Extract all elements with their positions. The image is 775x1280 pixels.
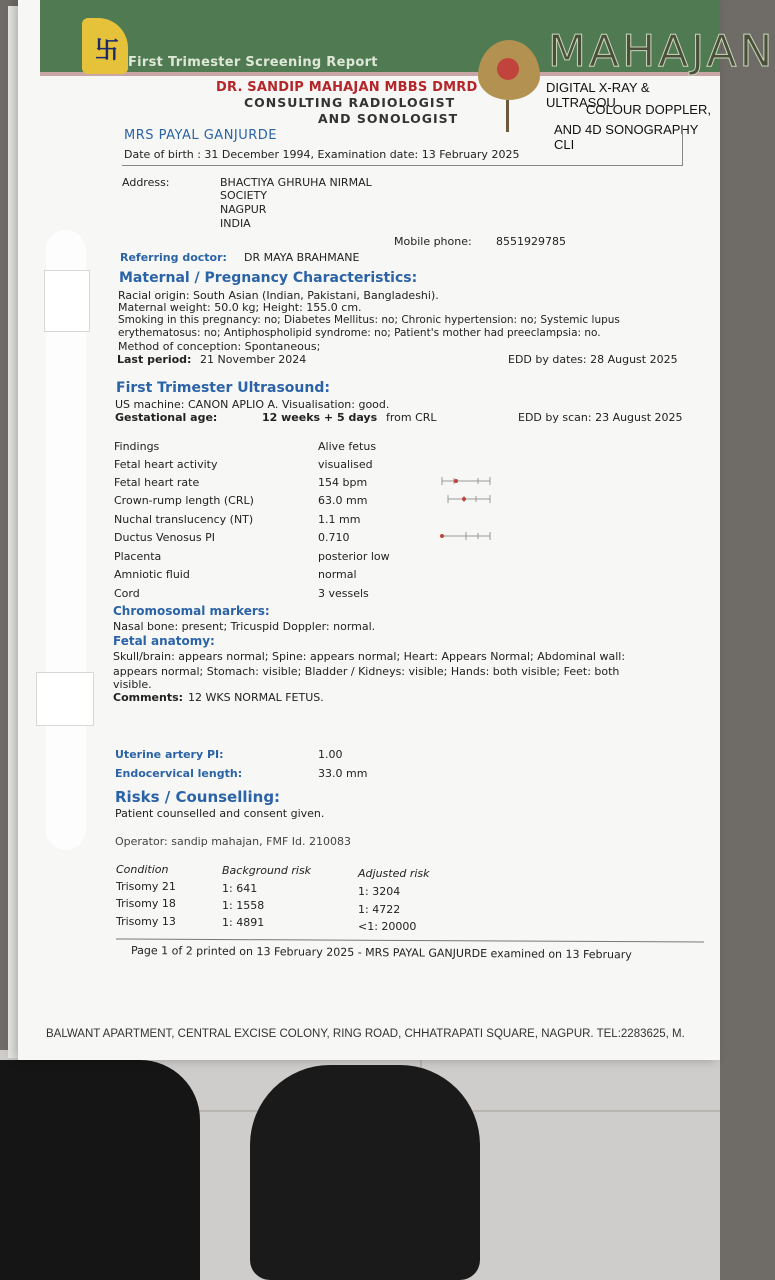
ga-label: Gestational age:	[115, 411, 218, 424]
shoe	[250, 1065, 480, 1280]
dv-range-plot	[440, 532, 490, 540]
finding-label: Nuchal translucency (NT)	[114, 513, 254, 526]
swastik-logo-icon: 卐	[95, 36, 119, 64]
doctor-title-line2: AND SONOLOGIST	[318, 111, 459, 126]
maternal-line: Maternal weight: 50.0 kg; Height: 155.0 cm.	[118, 301, 362, 314]
uterine-pi-label: Uterine artery PI:	[115, 748, 224, 761]
uterine-pi-value: 1.00	[318, 748, 343, 761]
finding-label: Amniotic fluid	[114, 568, 190, 581]
maternal-line: Racial origin: South Asian (Indian, Pakistani, Bangladeshi).	[118, 289, 439, 302]
finding-value: posterior low	[318, 550, 390, 563]
reference-range-plots	[440, 474, 494, 544]
mobile-value: 8551929785	[496, 235, 566, 248]
anatomy-line: visible.	[113, 678, 152, 691]
address-line: INDIA	[220, 217, 251, 230]
finding-label: Crown-rump length (CRL)	[114, 494, 254, 507]
finding-value: visualised	[318, 458, 373, 471]
operator-text: Operator: sandip mahajan, FMF Id. 210083	[115, 835, 351, 848]
risk-adjusted: 1: 3204	[358, 885, 401, 898]
mobile-label: Mobile phone:	[394, 235, 472, 248]
finding-label: Placenta	[114, 550, 162, 563]
risk-col-background: Background risk	[222, 864, 312, 877]
dob-exam-line: Date of birth : 31 December 1994, Examination date: 13 February 2025	[124, 148, 520, 161]
finding-label: Fetal heart activity	[114, 458, 218, 471]
address-line: BHACTIYA GHRUHA NIRMAL	[220, 176, 372, 189]
finding-value: 154 bpm	[318, 476, 368, 489]
chromosomal-text: Nasal bone: present; Tricuspid Doppler: normal.	[113, 620, 376, 633]
ga-suffix: from CRL	[386, 411, 437, 424]
risk-background: 1: 1558	[222, 899, 265, 912]
file-clip-top-block	[44, 270, 90, 332]
chromosomal-heading: Chromosomal markers:	[113, 604, 270, 618]
risk-condition: Trisomy 21	[116, 880, 176, 893]
brand-name: MAHAJAN	[548, 26, 775, 77]
risk-condition: Trisomy 18	[116, 897, 176, 910]
anatomy-heading: Fetal anatomy:	[113, 634, 215, 648]
doctor-name: DR. SANDIP MAHAJAN MBBS DMRD	[216, 80, 478, 95]
last-period-label: Last period:	[117, 353, 192, 366]
trouser-leg	[0, 1060, 200, 1280]
finding-value: 63.0 mm	[318, 494, 368, 507]
risk-background: 1: 4891	[222, 916, 265, 929]
address-line: SOCIETY	[220, 189, 267, 202]
report-title: First Trimester Screening Report	[128, 55, 378, 70]
crl-range-plot	[448, 495, 490, 503]
finding-value: 1.1 mm	[318, 513, 361, 526]
maternal-heading: Maternal / Pregnancy Characteristics:	[119, 270, 418, 286]
comments-value: 12 WKS NORMAL FETUS.	[188, 691, 324, 704]
finding-label: Ductus Venosus PI	[114, 531, 215, 544]
risk-condition: Trisomy 13	[116, 915, 176, 928]
doctor-title-line1: CONSULTING RADIOLOGIST	[244, 95, 456, 110]
ultrasound-heading: First Trimester Ultrasound:	[116, 380, 330, 396]
cervix-label: Endocervical length:	[115, 767, 243, 780]
leaf-emblem	[497, 58, 519, 80]
us-machine: US machine: CANON APLIO A. Visualisation: good.	[115, 398, 390, 411]
finding-label: Cord	[114, 587, 140, 600]
finding-value: 3 vessels	[318, 587, 369, 600]
file-clip-bottom-block	[36, 672, 94, 726]
risk-adjusted: 1: 4722	[358, 903, 401, 916]
dv-marker	[440, 534, 444, 538]
finding-value: 0.710	[318, 531, 350, 544]
heart-rate-marker	[454, 479, 458, 483]
service-line: AND 4D SONOGRAPHY CLI	[554, 122, 699, 152]
finding-label: Findings	[114, 440, 160, 453]
edd-by-dates: EDD by dates: 28 August 2025	[508, 353, 678, 366]
risk-adjusted: <1: 20000	[358, 920, 417, 933]
maternal-line: Method of conception: Spontaneous;	[118, 340, 321, 353]
finding-value: Alive fetus	[318, 440, 377, 453]
crl-marker	[462, 497, 466, 501]
finding-label: Fetal heart rate	[114, 476, 200, 489]
patient-name: MRS PAYAL GANJURDE	[124, 128, 278, 143]
edd-by-scan: EDD by scan: 23 August 2025	[518, 411, 683, 424]
risk-background: 1: 641	[222, 882, 258, 895]
referring-value: DR MAYA BRAHMANE	[244, 251, 360, 264]
anatomy-line: Skull/brain: appears normal; Spine: appears normal; Heart: Appears Normal; Abdominal wall:	[113, 650, 626, 663]
address-line: NAGPUR	[220, 203, 267, 216]
maternal-line: Smoking in this pregnancy: no; Diabetes Mellitus: no; Chronic hypertension: no; Systemic lupus	[118, 314, 620, 326]
maternal-line: erythematosus: no; Antiphospholipid syndrome: no; Patient's mother had preeclampsia: no.	[118, 327, 601, 339]
counselling-text: Patient counselled and consent given.	[115, 807, 325, 820]
page-footer: Page 1 of 2 printed on 13 February 2025 - MRS PAYAL GANJURDE examined on 13 February	[130, 944, 632, 962]
clinic-address-footer: BALWANT APARTMENT, CENTRAL EXCISE COLONY, RING ROAD, CHHATRAPATI SQUARE, NAGPUR. TEL:2283625, M.	[46, 1028, 685, 1040]
anatomy-line: appears normal; Stomach: visible; Bladder / Kidneys: visible; Hands: both visible; Feet: both	[113, 665, 620, 678]
ga-value: 12 weeks + 5 days	[262, 411, 378, 424]
service-line: DIGITAL X-RAY & ULTRASOU	[546, 80, 650, 110]
last-period-value: 21 November 2024	[200, 353, 307, 366]
referring-label: Referring doctor:	[120, 251, 227, 264]
cervix-value: 33.0 mm	[318, 767, 368, 780]
risk-col-condition: Condition	[116, 863, 169, 876]
heart-rate-range-plot	[442, 477, 490, 485]
address-label: Address:	[122, 176, 170, 189]
risk-col-adjusted: Adjusted risk	[358, 867, 430, 880]
risks-heading: Risks / Counselling:	[115, 788, 281, 806]
service-line: COLOUR DOPPLER,	[586, 102, 711, 117]
finding-value: normal	[318, 568, 357, 581]
comments-label: Comments:	[113, 691, 184, 704]
